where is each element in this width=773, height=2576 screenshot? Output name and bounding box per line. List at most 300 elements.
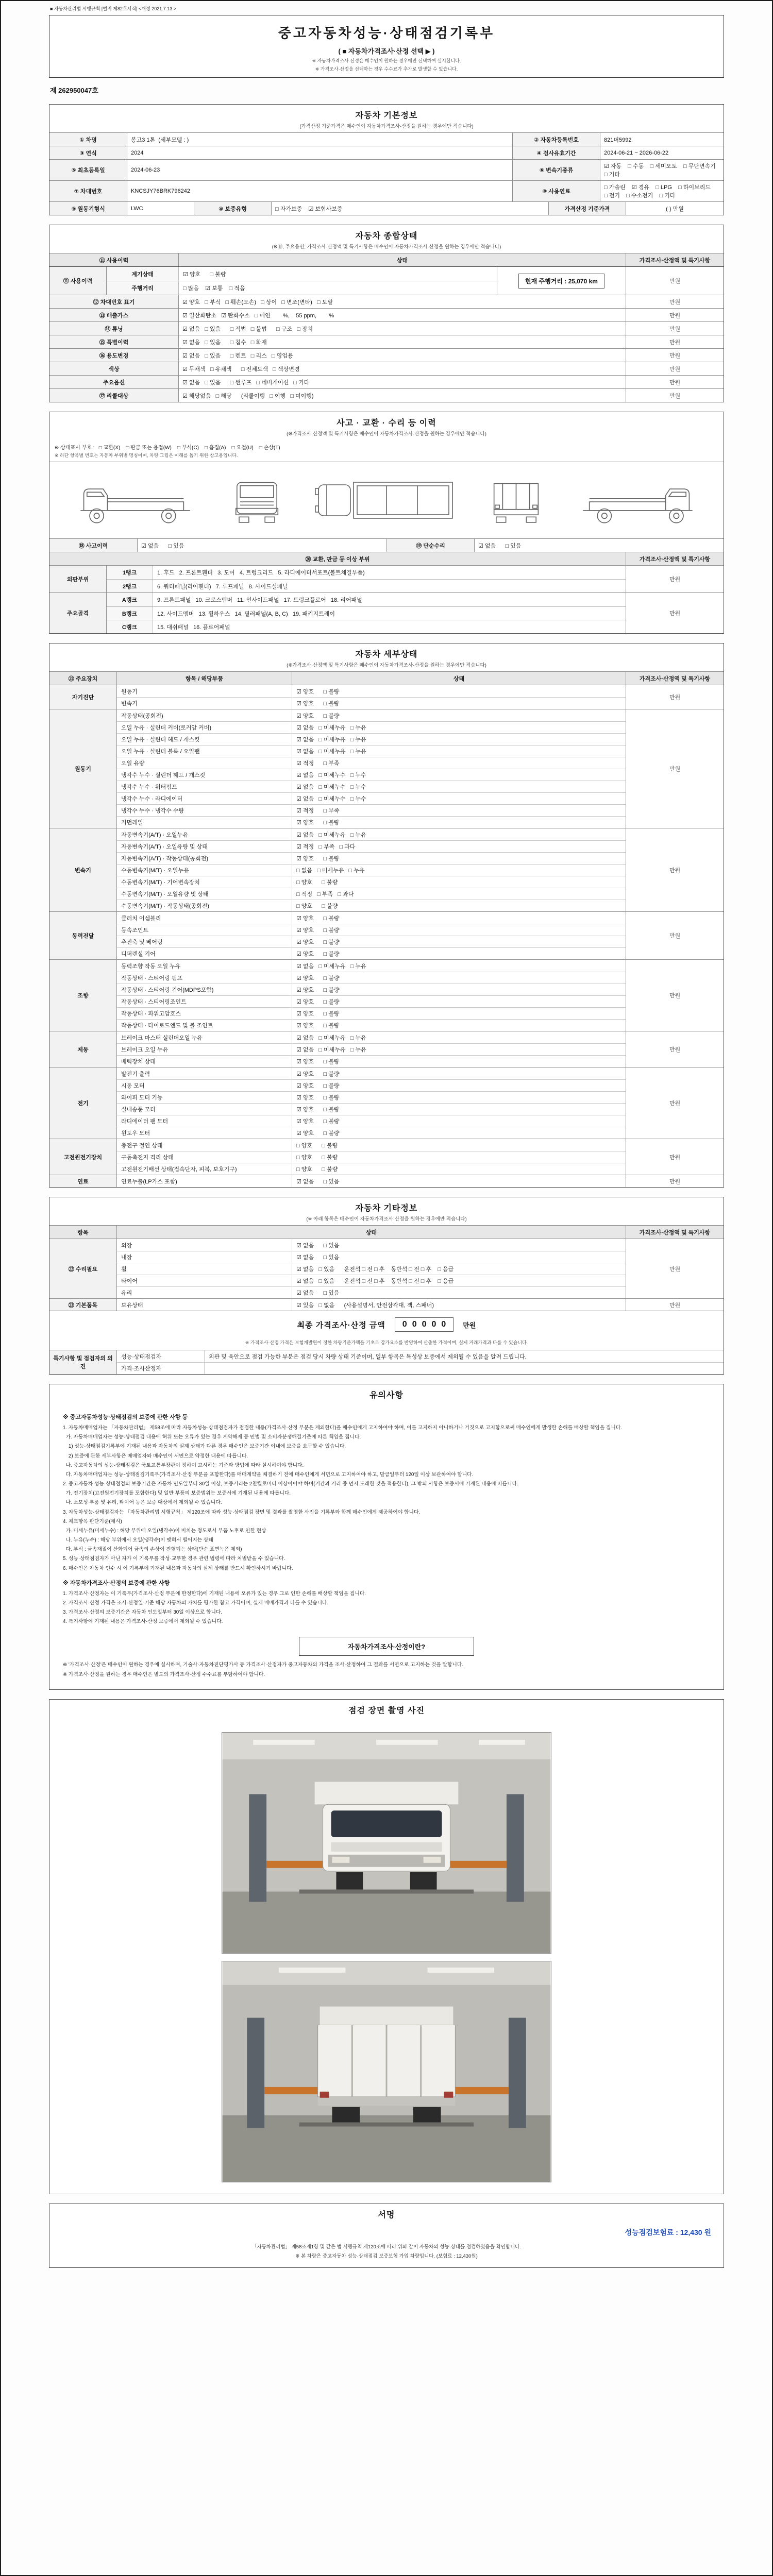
- overall-col-state: 상태: [178, 253, 626, 266]
- rankA-label: A랭크: [107, 593, 153, 606]
- detail-row-item: 윈도우 모터: [117, 1127, 292, 1139]
- overall-note: (※⑬, 주요옵션, 가격조사·산정액 및 특기사항은 매수인이 자동차가격조사·산정을 원하는 경우에만 적습니다): [272, 244, 501, 250]
- detail-row: [117, 1127, 626, 1139]
- opinion-title: 특기사항 및 점검자의 의견: [49, 1350, 116, 1374]
- notice-paragraph: 나. 소모성 부품 및 유리, 타이어 등은 보증 대상에서 제외될 수 있습니다.: [63, 1500, 222, 1506]
- detail-row: [117, 960, 626, 972]
- overall-row-label: ⑫ 차대번호 표기: [49, 295, 178, 308]
- detail-row-state: ☑ 양호 □ 불량: [296, 713, 340, 719]
- notice-paragraph: 가. 전기장치(고전원전기장치를 포함한다) 및 일반 부품의 보증범위는 보증서에 기재된 내용에 따릅니다.: [63, 1490, 291, 1497]
- detail-row-state: ☑ 양호 □ 불량: [296, 1083, 340, 1089]
- etc-col-item: 항목: [49, 1226, 116, 1239]
- document-number: 제 262950047호: [50, 87, 98, 94]
- notice-heading-1: ※ 중고자동차성능·상태점검의 보증에 관한 사항 등: [63, 1414, 188, 1420]
- truck-top-diagram: [309, 469, 464, 531]
- overall-col-price: 가격조사·산정액 및 특기사항: [626, 253, 724, 266]
- section-basic-info: [49, 104, 724, 215]
- etc-basic-price: 만원: [626, 1299, 724, 1311]
- detail-group-steering: [49, 959, 724, 1031]
- notice-paragraph: 4. 체크항목 판단기준(예시): [63, 1518, 122, 1524]
- vehicle-diagrams: [49, 462, 724, 538]
- detail-row-state: ☑ 없음 □ 미세누유 □ 누유: [296, 737, 366, 743]
- overall-row-state: ☑ 없음 □ 있음 □ 썬루프 □ 네비게이션 □ 기타: [178, 376, 626, 388]
- detail-row: [117, 888, 626, 900]
- etc-row-label: 유리: [117, 1287, 292, 1298]
- notice-paragraph: 3. 자동차성능·상태점검자는 「자동차관리법 시행규칙」 제120조에 따라 성능·상태점검 장면 및 결과를 촬영한 사진을 기록부와 함께 매수인에게 제공하여야 합니다.: [63, 1509, 421, 1515]
- detail-row-item: 원동기: [117, 685, 292, 697]
- outer-panel-group: [49, 565, 724, 592]
- usage-group-label: ⑪ 사용이력: [49, 267, 106, 295]
- detail-row-state: ☑ 없음 □ 미세누수 □ 누수: [296, 784, 366, 790]
- detail-row-item: 실내송풍 모터: [117, 1104, 292, 1115]
- detail-row-item: 연료누출(LP가스 포함): [117, 1175, 292, 1187]
- car-name-label: ① 차명: [49, 133, 127, 146]
- etc-row: [117, 1239, 626, 1251]
- detail-row-state: ☑ 양호 □ 불량: [296, 975, 340, 981]
- detail-row-state: ☑ 양호 □ 불량: [296, 1023, 340, 1029]
- simple-repair-state: ☑ 없음 □ 있음: [474, 539, 724, 552]
- section-inspection-photos: [49, 1699, 724, 2194]
- detail-group-name: 제동: [49, 1031, 116, 1067]
- detail-row-item: 수동변속기(M/T) · 오일누유: [117, 865, 292, 876]
- main-frame-group: [49, 592, 724, 633]
- inspector-opinion-block: [49, 1350, 724, 1374]
- detail-row-item: 오일 누유 · 실린더 블록 / 오일팬: [117, 745, 292, 757]
- overall-row-state: ☑ 해당없음 □ 해당 (리콜이행 □ 이행 □ 미이행): [178, 389, 626, 402]
- detail-row-item: 작동상태 · 스티어링조인트: [117, 996, 292, 1007]
- detail-row-state: ☑ 없음 □ 미세누유 □ 누유: [296, 749, 366, 755]
- notice-body: [49, 1401, 724, 1689]
- detail-row-state: ☑ 양호 □ 불량: [296, 1011, 340, 1017]
- overall-row-price: 만원: [626, 389, 724, 402]
- detail-group-rows: [116, 709, 626, 828]
- detail-col-state: 상태: [292, 672, 626, 685]
- etc-repair-rows: [116, 1239, 626, 1298]
- notice-paragraph: 2) 보증에 관한 세부사항은 매매업자와 매수인이 서면으로 약정한 내용에 따릅니다.: [63, 1453, 248, 1459]
- detail-group-name: 연료: [49, 1175, 116, 1187]
- etc-row-label: 타이어: [117, 1275, 292, 1286]
- detail-note: (※가격조사·산정액 및 특기사항은 매수인이 자동차가격조사·산정을 원하는 경우에만 적습니다): [287, 663, 486, 668]
- fuel-state: □ 가솔린 ☑ 경유 □ LPG □ 하이브리드 □ 전기 □ 수소전기 □ 기타: [600, 181, 724, 201]
- inspection-photo-front: [222, 1732, 551, 1954]
- detail-row: [117, 1079, 626, 1091]
- detail-row-item: 브레이크 마스터 실린더오일 누유: [117, 1031, 292, 1043]
- detail-row-state: □ 양호 □ 불량: [296, 1155, 338, 1161]
- overall-col-item: ⑪ 사용이력: [49, 253, 178, 266]
- detail-row: [117, 804, 626, 816]
- inspector-opinion: 외관 및 육안으로 점검 가능한 부분은 점검 당시 차량 상태 기준이며, 일부 항목은 특성상 보증에서 제외될 수 있음을 알려 드립니다.: [209, 1353, 527, 1360]
- detail-row-state: ☑ 없음 □ 미세누수 □ 누수: [296, 772, 366, 778]
- accident-history-label: ⑱ 사고이력: [49, 539, 137, 552]
- document-title: 중고자동차성능·상태점검기록부: [278, 25, 495, 41]
- etc-col-state: 상태: [116, 1226, 626, 1239]
- detail-group-name: 자기진단: [49, 685, 116, 709]
- detail-row: [117, 1175, 626, 1187]
- detail-row-state: □ 양호 □ 불량: [296, 879, 338, 886]
- detail-row: [117, 1019, 626, 1031]
- detail-row-state: □ 양호 □ 불량: [296, 1166, 338, 1173]
- signature-statement-2: ※ 본 차량은 중고자동차 성능·상태점검 보증보험 가입 차량입니다. (보험료 : 12,430원): [295, 2253, 478, 2259]
- overall-row: [49, 295, 724, 308]
- detail-row-state: ☑ 양호 □ 불량: [296, 987, 340, 993]
- detail-group-rows: [116, 1139, 626, 1175]
- car-name-value: 봉고3 1톤: [131, 137, 156, 143]
- notice-paragraph: 3. 가격조사·산정의 보증기간은 자동차 인도일부터 30일 이상으로 합니다.: [63, 1609, 223, 1616]
- vin-label: ⑦ 차대번호: [49, 181, 127, 201]
- detail-row: [117, 936, 626, 947]
- final-price-value: 00000: [395, 1317, 454, 1332]
- year-label: ③ 연식: [49, 146, 127, 159]
- etc-col-price: 가격조사·산정액 및 특기사항: [626, 1226, 724, 1239]
- gauge-label: 계기상태: [107, 267, 179, 281]
- signature-title: 서명: [378, 2210, 395, 2219]
- etc-row-label: 외장: [117, 1239, 292, 1251]
- detail-row-item: 오일 누유 · 실린더 헤드 / 개스킷: [117, 734, 292, 745]
- opinion-row-inspector: [117, 1350, 724, 1362]
- detail-row-state: ☑ 양호 □ 불량: [296, 915, 340, 922]
- detail-row-state: ☑ 없음 □ 미세누유 □ 누유: [296, 832, 366, 838]
- detail-row: [117, 733, 626, 745]
- etc-repair-label: ㉒ 수리필요: [49, 1239, 116, 1298]
- detail-row-state: ☑ 양호 □ 불량: [296, 701, 340, 707]
- usage-row-mileage: [107, 281, 497, 295]
- detail-row: [117, 792, 626, 804]
- etc-header-row: [49, 1225, 724, 1239]
- overall-row: [49, 321, 724, 335]
- etc-repair-group: [49, 1239, 724, 1298]
- overall-row: [49, 335, 724, 348]
- rankC-list: 15. 대쉬패널 16. 플로어패널: [157, 624, 230, 631]
- detail-group-price: 만원: [626, 709, 724, 828]
- overall-usage-block: [49, 266, 724, 295]
- reg-no-label: ② 자동차등록번호: [512, 133, 600, 146]
- first-reg-label: ⑤ 최초등록일: [49, 160, 127, 180]
- overall-row: [49, 348, 724, 362]
- truck-rear-diagram: [486, 469, 546, 531]
- notice-paragraph: 다. 자동차매매업자는 성능·상태점검기록부(가격조사·산정 부분을 포함한다)를 매매계약을 체결하기 전에 매수인에게 서면으로 고지하여야 하고, 발급일부터 120일 이상 보관하여야 합니다.: [63, 1471, 474, 1478]
- detail-row-item: 작동상태(공회전): [117, 709, 292, 721]
- detail-header-row: [49, 671, 724, 685]
- detail-row: [117, 947, 626, 959]
- overall-row-price: 만원: [626, 309, 724, 321]
- detail-row-item: 냉각수 누수 · 냉각수 수량: [117, 805, 292, 816]
- rank1-label: 1랭크: [107, 566, 153, 579]
- detail-row-state: ☑ 없음 □ 미세누유 □ 누유: [296, 725, 366, 731]
- basic-row-name: [49, 132, 724, 146]
- detail-title: 자동차 세부상태: [355, 650, 418, 659]
- truck-front-diagram: [227, 469, 287, 531]
- etc-row: [117, 1263, 626, 1275]
- detail-row: [117, 781, 626, 792]
- notice-paragraph: 4. 특기사항에 기재된 내용은 가격조사·산정 보증에서 제외될 수 있습니다.: [63, 1619, 223, 1625]
- detail-row-state: ☑ 양호 □ 불량: [296, 688, 340, 695]
- outer-panel-price: 만원: [626, 566, 724, 592]
- rankA-row: [107, 593, 626, 606]
- detail-row-item: 수동변속기(M/T) · 오일유량 및 상태: [117, 888, 292, 900]
- accident-history-state: ☑ 없음 □ 있음: [137, 539, 386, 552]
- exchange-title: ⑳ 교환, 판금 등 이상 부위: [49, 552, 626, 565]
- current-mileage-cell: [497, 267, 626, 295]
- detail-group-name: 동력전달: [49, 912, 116, 959]
- price-survey-note: ※ '가격조사·산정'은 매수인이 원하는 경우에 실시하며, 기술사·자동차진단평가사 등 가격조사·산정자가 중고자동차의 가격을 조사·산정하여 그 결과를 서면으로 고지하는 것을 말합니다.: [63, 1662, 464, 1668]
- etc-basic-item: 보유상태: [117, 1299, 292, 1311]
- detail-row-item: 작동상태 · 스티어링 펌프: [117, 972, 292, 984]
- detail-row-state: ☑ 없음 □ 미세누유 □ 누유: [296, 1035, 366, 1041]
- etc-basic-rows: [116, 1299, 626, 1311]
- detail-group-price: 만원: [626, 1067, 724, 1139]
- inspection-photo-rear: [222, 1961, 551, 2182]
- state-mark-legend-2: ※ 하단 항목별 번호는 자동차 부위별 명칭이며, 차량 그림은 이해를 돕기 위한 참고용입니다.: [55, 453, 238, 458]
- first-reg-value: 2024-06-23: [127, 160, 512, 180]
- notice-paragraph: 1) 성능·상태점검기록부에 기재된 내용과 자동차의 실제 상태가 다른 경우 매수인은 보증기간 이내에 보증을 요구할 수 있습니다.: [63, 1444, 346, 1450]
- photos-container: [49, 1717, 724, 2194]
- detail-row: [117, 924, 626, 936]
- detail-group-price: 만원: [626, 685, 724, 709]
- simple-repair-label: ⑲ 단순수리: [386, 539, 474, 552]
- etc-row-state: ☑ 없음 □ 있음: [296, 1290, 340, 1296]
- detail-row: [117, 757, 626, 769]
- detail-row-state: □ 없음 □ 미세누유 □ 누유: [296, 868, 365, 874]
- gauge-state: ☑ 양호 □ 불량: [183, 271, 226, 278]
- etc-basic-state: ☑ 있음 □ 없음 (사용설명서, 안전삼각대, 잭, 스패너): [296, 1302, 434, 1309]
- overall-row-state: ☑ 양호 □ 부식 □ 훼손(오손) □ 상이 □ 변조(변타) □ 도말: [178, 295, 626, 308]
- detail-row-state: ☑ 적정 □ 부족 □ 과다: [296, 844, 356, 850]
- notice-paragraph: 6. 매수인은 자동차 인수 시 이 기록부에 기재된 내용과 자동차의 실제 상태를 반드시 확인하시기 바랍니다.: [63, 1565, 293, 1571]
- warranty-state: □ 자가보증 ☑ 보험사보증: [271, 202, 548, 215]
- etc-row: [117, 1275, 626, 1286]
- main-frame-rows: [106, 593, 626, 633]
- detail-row: [117, 840, 626, 852]
- detail-group-name: 조향: [49, 960, 116, 1031]
- detail-group-rows: [116, 1031, 626, 1067]
- opinion-row-appraiser: [117, 1362, 724, 1374]
- overall-row-price: 만원: [626, 295, 724, 308]
- notice-paragraph: 다. 부식 : 금속재질이 산화되어 금속의 손상이 진행되는 상태(단순 표면녹은 제외): [63, 1547, 242, 1553]
- inspection-insurance-fee: 성능점검보험료 : 12,430 원: [625, 2228, 711, 2236]
- detail-col-price: 가격조사·산정액 및 특기사항: [626, 672, 724, 685]
- inspector-label: 성능·상태점검자: [117, 1350, 205, 1362]
- basic-row-year: [49, 146, 724, 159]
- rankB-row: [107, 606, 626, 620]
- detail-row: [117, 685, 626, 697]
- overall-title: 자동차 종합상태: [355, 232, 418, 241]
- detail-group-price: 만원: [626, 1031, 724, 1067]
- etc-note: (※ 아래 항목은 매수인이 자동차가격조사·산정을 원하는 경우에만 적습니다): [306, 1216, 467, 1222]
- overall-rows: [49, 295, 724, 402]
- detail-row: [117, 1091, 626, 1103]
- price-survey-box-notes: [63, 1661, 710, 1678]
- mileage-state: □ 많음 ☑ 보통 □ 적음: [183, 285, 245, 292]
- main-frame-price: 만원: [626, 593, 724, 633]
- detail-row: [117, 852, 626, 864]
- section-overall-condition: [49, 225, 724, 402]
- detail-row-item: 커먼레일: [117, 817, 292, 828]
- appraiser-opinion: [205, 1363, 724, 1374]
- detail-row-item: 오일 유량: [117, 757, 292, 769]
- price-base-value: ( ) 만원: [626, 202, 724, 215]
- current-mileage-value: 현재 주행거리 : 25,070 km: [518, 274, 604, 289]
- detail-row-item: 등속조인트: [117, 924, 292, 936]
- detail-row-state: ☑ 양호 □ 불량: [296, 927, 340, 934]
- detail-row-item: 냉각수 누수 · 워터펌프: [117, 781, 292, 792]
- overall-row-state: ☑ 일산화탄소 ☑ 탄화수소 □ 매연 %, 55 ppm, %: [178, 309, 626, 321]
- detail-row-item: 배력장치 상태: [117, 1056, 292, 1067]
- detail-group-price: 만원: [626, 828, 724, 911]
- detail-row-state: ☑ 없음 □ 미세누유 □ 누유: [296, 963, 366, 970]
- detail-row: [117, 828, 626, 840]
- detail-row: [117, 1007, 626, 1019]
- etc-row-label: 내장: [117, 1251, 292, 1263]
- car-submodel: (세부모델 : ): [158, 137, 189, 143]
- notice-items-1: [63, 1424, 710, 1572]
- usage-rows: [106, 267, 497, 295]
- accident-note: (※가격조사·산정액 및 특기사항은 매수인이 자동차가격조사·산정을 원하는 경우에만 적습니다): [287, 431, 486, 437]
- detail-col-item: 항목 / 해당부품: [116, 672, 292, 685]
- final-price-row: [49, 1311, 724, 1338]
- detail-row-item: 동력조향 작동 오일 누유: [117, 960, 292, 972]
- detail-group-price: 만원: [626, 960, 724, 1031]
- transmission-state: ☑ 자동 □ 수동 □ 세미오토 □ 무단변속기 □ 기타: [600, 160, 724, 180]
- etc-row-label: 휠: [117, 1263, 292, 1275]
- exchange-header-row: [49, 552, 724, 565]
- detail-row-state: ☑ 양호 □ 불량: [296, 820, 340, 826]
- detail-group-engine: [49, 709, 724, 828]
- detail-row-item: 브레이크 오일 누유: [117, 1044, 292, 1055]
- detail-group-rows: [116, 1175, 626, 1187]
- overall-row-price: 만원: [626, 335, 724, 348]
- document-body: [49, 4, 724, 2268]
- main-frame-label: 주요골격: [49, 593, 106, 633]
- truck-side-left-diagram: [76, 469, 205, 531]
- year-value: 2024: [127, 146, 512, 159]
- rank1-row: [107, 566, 626, 579]
- detail-row-item: 라디에이터 팬 모터: [117, 1115, 292, 1127]
- basic-info-title: 자동차 기본정보: [355, 111, 418, 120]
- detail-row: [117, 697, 626, 709]
- engine-type-value: LWC: [127, 202, 194, 215]
- detail-row-state: ☑ 양호 □ 불량: [296, 1095, 340, 1101]
- detail-row: [117, 745, 626, 757]
- detail-row: [117, 1163, 626, 1175]
- form-reference: ■ 자동차관리법 시행규칙 [별지 제82호서식] <개정 2021.7.13.>: [50, 6, 176, 11]
- vin-value: KNCSJY76BRK796242: [127, 181, 512, 201]
- etc-repair-price: 만원: [626, 1239, 724, 1298]
- transmission-label: ⑥ 변속기종류: [512, 160, 600, 180]
- detail-row-item: 작동상태 · 파워고압호스: [117, 1008, 292, 1019]
- mileage-label: 주행거리: [107, 281, 179, 295]
- detail-group-electric: [49, 1067, 724, 1139]
- overall-row-state: ☑ 무채색 □ 유채색 □ 전체도색 □ 색상변경: [178, 362, 626, 375]
- truck-side-right-diagram: [568, 469, 697, 531]
- overall-row-label: ⑮ 특별이력: [49, 335, 178, 348]
- overall-row-price: 만원: [626, 322, 724, 335]
- section-detailed-condition: [49, 643, 724, 1188]
- rank2-label: 2랭크: [107, 580, 153, 592]
- detail-row-item: 클러치 어셈블리: [117, 912, 292, 924]
- detail-row-state: ☑ 양호 □ 불량: [296, 1107, 340, 1113]
- detail-group-name: 고전원전기장치: [49, 1139, 116, 1175]
- rankB-list: 12. 사이드멤버 13. 휠하우스 14. 필러패널(A, B, C) 19. 패키지트레이: [157, 611, 335, 617]
- reg-no-value: 821버5992: [600, 133, 724, 146]
- inspection-value: 2024-06-21 ~ 2026-06-22: [600, 146, 724, 159]
- opinion-rows: [116, 1350, 724, 1374]
- detail-group-brake: [49, 1031, 724, 1067]
- overall-row-label: ⑯ 용도변경: [49, 349, 178, 362]
- detail-row-state: ☑ 양호 □ 불량: [296, 1130, 340, 1137]
- overall-row: [49, 375, 724, 388]
- detail-row: [117, 972, 626, 984]
- detail-row: [117, 709, 626, 721]
- detail-row-item: 오일 누유 · 실린더 커버(로커암 커버): [117, 722, 292, 733]
- detail-row-state: ☑ 양호 □ 불량: [296, 951, 340, 957]
- etc-title: 자동차 기타정보: [355, 1204, 418, 1213]
- detail-row: [117, 1103, 626, 1115]
- rankB-label: B랭크: [107, 607, 153, 620]
- detail-row-item: 냉각수 누수 · 실린더 헤드 / 개스킷: [117, 769, 292, 781]
- usage-price: 만원: [626, 267, 724, 295]
- detail-group-rows: [116, 960, 626, 1031]
- detail-row: [117, 1139, 626, 1151]
- signature-body: [49, 2221, 724, 2267]
- detail-row: [117, 995, 626, 1007]
- notice-paragraph: 나. 누유(누수) : 해당 부위에서 오일(냉각수)이 맺혀서 떨어지는 상태: [63, 1537, 213, 1544]
- detail-group-high-voltage: [49, 1139, 724, 1175]
- overall-row: [49, 388, 724, 402]
- price-survey-definition-box: 자동차가격조사·산정이란?: [299, 1637, 474, 1656]
- etc-basic-label: ㉓ 기본품목: [49, 1299, 116, 1311]
- rank2-list: 6. 쿼터패널(리어휀더) 7. 루프패널 8. 사이드실패널: [157, 583, 288, 590]
- detail-group-transmission: [49, 828, 724, 911]
- overall-header-row: [49, 253, 724, 266]
- detail-row: [117, 769, 626, 781]
- rankA-list: 9. 프론트패널 10. 크로스멤버 11. 인사이드패널 17. 트렁크플로어 18. 리어패널: [157, 597, 362, 603]
- basic-row-warranty: [49, 201, 724, 215]
- overall-row-price: 만원: [626, 376, 724, 388]
- section-other-info: [49, 1197, 724, 1375]
- detail-row-item: 수동변속기(M/T) · 작동상태(공회전): [117, 900, 292, 911]
- price-base-label: 가격산정 기준가격: [548, 202, 626, 215]
- detail-row-item: 냉각수 누수 · 라디에이터: [117, 793, 292, 804]
- detail-row-state: ☑ 양호 □ 불량: [296, 1071, 340, 1077]
- etc-basic-items-group: [49, 1298, 724, 1311]
- detail-row-item: 수동변속기(M/T) · 기어변속장치: [117, 876, 292, 888]
- detail-row: [117, 1031, 626, 1043]
- fuel-label: ⑧ 사용연료: [512, 181, 600, 201]
- final-price-label: 최종 가격조사·산정 금액: [297, 1320, 385, 1330]
- detail-row-item: 발전기 출력: [117, 1067, 292, 1079]
- accident-title: 사고 · 교환 · 수리 등 이력: [337, 419, 436, 428]
- overall-row-state: ☑ 없음 □ 있음 □ 적법 □ 불법 □ 구조 □ 장치: [178, 322, 626, 335]
- detail-row: [117, 984, 626, 995]
- basic-row-first-reg: [49, 159, 724, 180]
- notice-paragraph: 5. 성능·상태점검자가 아닌 자가 이 기록부를 작성·교부한 경우 관련 법령에 따라 처벌받을 수 있습니다.: [63, 1556, 285, 1562]
- overall-row-state: ☑ 없음 □ 있음 □ 침수 □ 화재: [178, 335, 626, 348]
- detail-group-price: 만원: [626, 1139, 724, 1175]
- engine-type-label: ⑨ 원동기형식: [49, 202, 127, 215]
- state-mark-legend: ※ 상태표시 부호 : □ 교환(X) □ 판금 또는 용접(W) □ 부식(C) □ 흠집(A) □ 요철(U) □ 손상(T): [55, 445, 280, 451]
- warranty-label: ⑩ 보증유형: [194, 202, 271, 215]
- detail-group-fuel: [49, 1175, 724, 1187]
- notice-heading-2: ※ 자동차가격조사·산정의 보증에 관한 사항: [63, 1580, 170, 1586]
- outer-panel-label: 외판부위: [49, 566, 106, 592]
- detail-row-state: ☑ 없음 □ 미세누유 □ 누유: [296, 1047, 366, 1053]
- notice-items-2: [63, 1590, 710, 1626]
- notice-paragraph: 1. 자동차매매업자는 「자동차관리법」 제58조에 따라 자동차성능·상태점검자가 점검한 내용(가격조사·산정 부분은 제외한다)을 매수인에게 고지하여야 하며, 이를 고지하지 아니하거나 거짓으로 고지함으로써 매수인에게 발생한 손해를 배상할 책임을 집니다.: [63, 1425, 623, 1431]
- detail-row-state: ☑ 양호 □ 불량: [296, 1118, 340, 1125]
- final-price-note: ※ 가격조사·산정 가격은 보험개발원이 정한 차량기준가액을 기초로 감가요소를 반영하여 산출한 가격이며, 실제 거래가격과 다를 수 있습니다.: [245, 1340, 528, 1345]
- detail-row-state: ☑ 없음 □ 미세누수 □ 누수: [296, 796, 366, 802]
- appraiser-label: 가격·조사산정자: [117, 1363, 205, 1374]
